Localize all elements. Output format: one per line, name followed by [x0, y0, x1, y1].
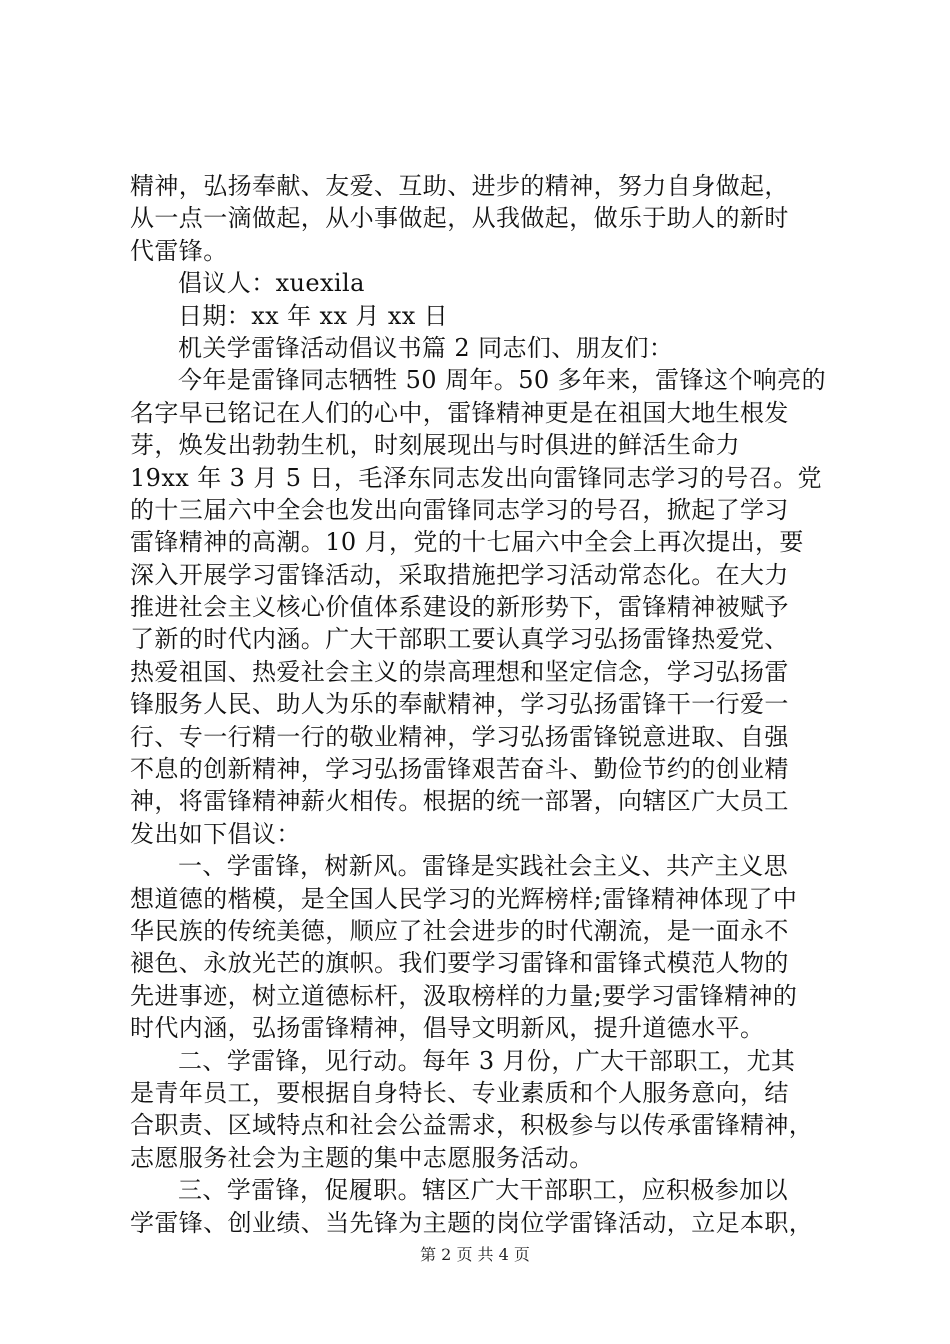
text-line: 雷锋精神的高潮。10 月，党的十七届六中全会上再次提出，要: [130, 528, 804, 557]
text-line: 华民族的传统美德，顺应了社会进步的时代潮流，是一面永不: [130, 916, 789, 945]
text-line: 合职责、区域特点和社会公益需求，积极参与以传承雷锋精神，: [130, 1111, 814, 1140]
text-line: 神，将雷锋精神薪火相传。根据的统一部署，向辖区广大员工: [130, 787, 789, 816]
text-line: 想道德的楷模，是全国人民学习的光辉榜样;雷锋精神体现了中: [130, 884, 798, 913]
document-body: [130, 170, 830, 1239]
text-line: 一、学雷锋，树新风。雷锋是实践社会主义、共产主义思: [178, 852, 788, 881]
text-line: 是青年员工，要根据自身特长、专业素质和个人服务意向，结: [130, 1078, 789, 1107]
text-line: 行、专一行精一行的敬业精神，学习弘扬雷锋锐意进取、自强: [130, 722, 789, 751]
text-line: 先进事迹，树立道德标杆，汲取榜样的力量;要学习雷锋精神的: [130, 981, 798, 1010]
text-line: 倡议人：xuexila: [178, 269, 365, 298]
text-line: 推进社会主义核心价值体系建设的新形势下，雷锋精神被赋予: [130, 593, 789, 622]
text-line: 名字早已铭记在人们的心中，雷锋精神更是在祖国大地生根发: [130, 398, 789, 427]
text-line: 发出如下倡议：: [130, 819, 301, 848]
text-line: 芽，焕发出勃勃生机，时刻展现出与时俱进的鲜活生命力: [130, 431, 740, 460]
text-line: 二、学雷锋，见行动。每年 3 月份，广大干部职工，尤其: [178, 1046, 796, 1075]
text-line: 19xx 年 3 月 5 日，毛泽东同志发出向雷锋同志学习的号召。党: [130, 463, 822, 492]
text-line: 时代内涵，弘扬雷锋精神，倡导文明新风，提升道德水平。: [130, 1014, 765, 1043]
text-line: 日期：xx 年 xx 月 xx 日: [178, 301, 449, 330]
text-line: 学雷锋、创业绩、当先锋为主题的岗位学雷锋活动，立足本职，: [130, 1208, 814, 1237]
text-line: 了新的时代内涵。广大干部职工要认真学习弘扬雷锋热爱党、: [130, 625, 789, 654]
text-line: 志愿服务社会为主题的集中志愿服务活动。: [130, 1143, 594, 1172]
text-line: 今年是雷锋同志牺牲 50 周年。50 多年来，雷锋这个响亮的: [178, 366, 826, 395]
text-line: 三、学雷锋，促履职。辖区广大干部职工，应积极参加以: [178, 1176, 788, 1205]
text-line: 深入开展学习雷锋活动，采取措施把学习活动常态化。在大力: [130, 560, 789, 589]
text-line: 机关学雷锋活动倡议书篇 2 同志们、朋友们：: [178, 333, 674, 362]
text-line: 的十三届六中全会也发出向雷锋同志学习的号召，掀起了学习: [130, 495, 789, 524]
text-line: 热爱祖国、热爱社会主义的崇高理想和坚定信念，学习弘扬雷: [130, 657, 789, 686]
text-line: 代雷锋。: [130, 236, 228, 265]
text-line: 锋服务人民、助人为乐的奉献精神，学习弘扬雷锋干一行爱一: [130, 690, 789, 719]
text-line: 褪色、永放光芒的旗帜。我们要学习雷锋和雷锋式模范人物的: [130, 949, 789, 978]
page-footer: 第 2 页 共 4 页: [420, 1245, 530, 1264]
text-line: 精神，弘扬奉献、友爱、互助、进步的精神，努力自身做起，: [130, 172, 789, 200]
text-line: 不息的创新精神，学习弘扬雷锋艰苦奋斗、勤俭节约的创业精: [130, 755, 789, 784]
text-line: 从一点一滴做起，从小事做起，从我做起，做乐于助人的新时: [130, 204, 789, 233]
